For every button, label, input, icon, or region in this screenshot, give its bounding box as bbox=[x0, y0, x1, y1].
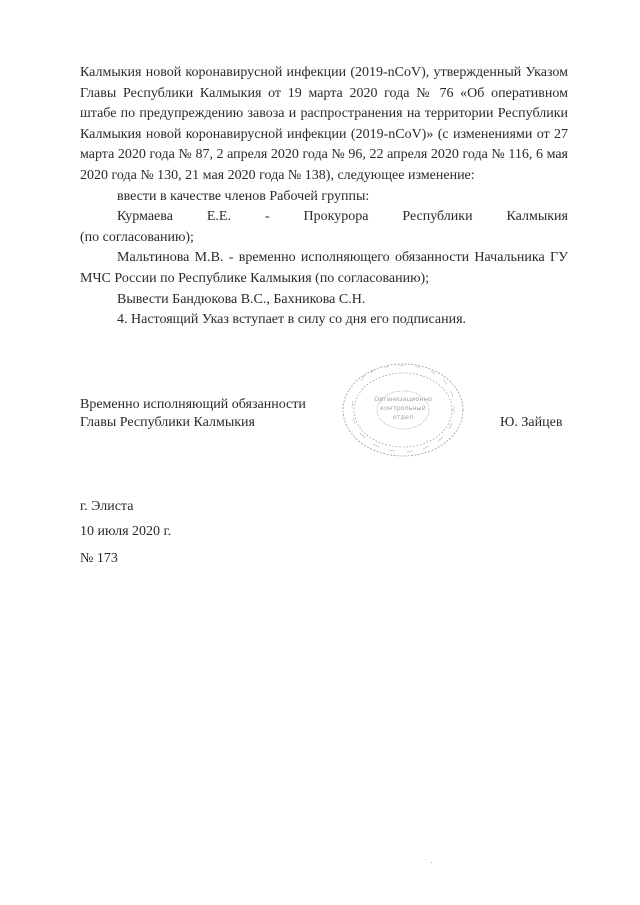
paragraph-member-kurmaeva: Курмаева Е.Е. - Прокурора Республики Калмыкия bbox=[117, 209, 568, 225]
place-of-signing: г. Элиста bbox=[80, 499, 134, 514]
document-date: 10 июля 2020 г. bbox=[80, 524, 172, 539]
document-body bbox=[80, 63, 568, 331]
stamp-center-line-1: Организационно bbox=[374, 395, 432, 403]
paragraph-effective-date: 4. Настоящий Указ вступает в силу со дня его подписания. bbox=[117, 312, 467, 328]
signatory-title bbox=[80, 396, 306, 432]
official-stamp bbox=[339, 361, 467, 459]
paragraph-remove-members: Вывести Бандюкова В.С., Бахникова С.Н. bbox=[117, 291, 366, 307]
stamp-center-line-2: контрольный bbox=[380, 404, 426, 412]
signatory-name: Ю. Зайцев bbox=[500, 415, 563, 430]
signatory-title-line-2: Главы Республики Калмыкия bbox=[80, 415, 255, 430]
paragraph-add-members: ввести в качестве членов Рабочей группы: bbox=[117, 188, 370, 204]
paragraph-amendment: Калмыкия новой коронавирусной инфекции (2019-nCoV), утвержденный Указом Главы Республики Калмыкия от 19 марта 2020 года № 76 «Об оперативном штабе по предупреждению завоза и распространения на территории Республики Калмыкия новой коронавирусной инфекции (2019-nCoV)» (с изменениями от 27 марта 2020 года № 87, 2 апреля 2020 года № 96, 22 апреля 2020 года № 116, 6 мая 2020 года № 130, 21 мая 2020 года № 138), следующее изменение: bbox=[80, 65, 568, 183]
stamp-center-line-3: отдел bbox=[392, 413, 414, 421]
scan-speck bbox=[431, 862, 432, 863]
signatory-title-line-1: Временно исполняющий обязанности bbox=[80, 397, 306, 412]
paragraph-agreement-note: (по согласованию); bbox=[80, 229, 194, 245]
paragraph-member-maltinova: Мальтинова М.В. - временно исполняющего обязанности Начальника ГУ МЧС России по Республике Калмыкия (по согласованию); bbox=[80, 250, 568, 286]
document-number: № 173 bbox=[80, 551, 118, 566]
